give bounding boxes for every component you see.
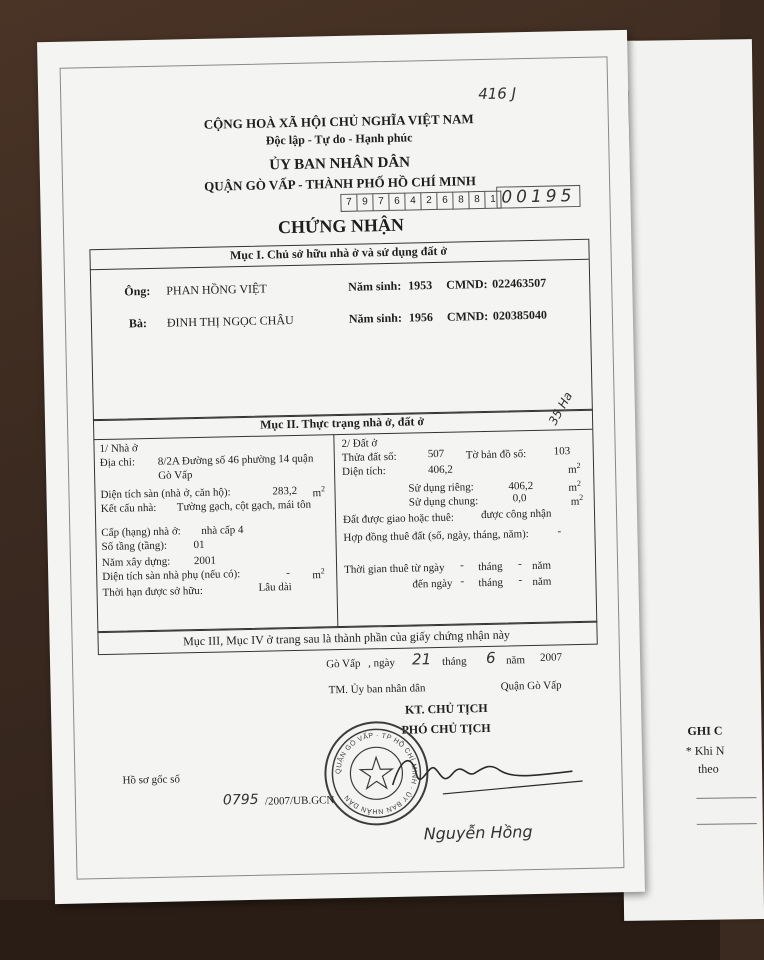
owner1-name: PHAN HỒNG VIỆT bbox=[166, 281, 267, 298]
private-use-unit bbox=[568, 479, 581, 494]
term-value: Lâu dài bbox=[258, 581, 292, 594]
adjacent-page-heading: GHI C bbox=[687, 723, 723, 739]
national-motto: Độc lập - Tự do - Hạnh phúc bbox=[265, 130, 413, 148]
authority-district: QUẬN GÒ VẤP - THÀNH PHỐ HỒ CHÍ MINH bbox=[204, 173, 477, 194]
owner2-birth-year: 1956 bbox=[408, 310, 434, 325]
month-label: tháng bbox=[441, 655, 467, 668]
adjacent-page-note: * Khi N bbox=[685, 743, 725, 759]
handwritten-reference: 416 J bbox=[478, 84, 517, 104]
lease-to-month: - bbox=[518, 574, 523, 587]
kt-title: KT. CHỦ TỊCH bbox=[404, 700, 488, 717]
floor-area-value: 283,2 bbox=[272, 484, 298, 498]
house-heading: 1/ Nhà ở bbox=[99, 442, 138, 456]
lease-from-year-label: năm bbox=[531, 559, 552, 573]
lease-from-label: Thời gian thuê từ ngày bbox=[344, 561, 445, 576]
owner2-id-label: CMND: bbox=[446, 308, 489, 324]
unit-m: m bbox=[568, 481, 578, 494]
ruled-line bbox=[696, 797, 756, 799]
aux-area-value: - bbox=[286, 567, 291, 580]
year-label: năm bbox=[505, 654, 526, 667]
address-label: Địa chỉ: bbox=[99, 456, 136, 470]
section2-title: Mục II. Thực trạng nhà ở, đất ở bbox=[259, 414, 425, 432]
certificate-page bbox=[37, 30, 645, 904]
serial-digit: 9 bbox=[357, 193, 373, 211]
year-built-label: Năm xây dựng: bbox=[101, 555, 171, 570]
shared-use-unit bbox=[571, 493, 584, 508]
floor-area-unit bbox=[312, 484, 325, 499]
map-sheet-label: Tờ bản đồ số: bbox=[465, 448, 527, 462]
unit-superscript: 2 bbox=[320, 566, 325, 576]
allocation-value: được công nhận bbox=[480, 507, 552, 522]
address-value-line2: Gò Vấp bbox=[158, 469, 193, 482]
owner2-id-number: 020385040 bbox=[492, 307, 548, 323]
unit-superscript: 2 bbox=[320, 484, 326, 494]
lease-to-year-label: năm bbox=[532, 575, 552, 589]
floors-value: 01 bbox=[193, 538, 205, 552]
unit-superscript: 2 bbox=[576, 478, 582, 489]
unit-m: m bbox=[570, 495, 580, 508]
lease-from-month-label: tháng bbox=[478, 560, 503, 574]
unit-superscript: 2 bbox=[579, 492, 584, 503]
owner1-birth-year: 1953 bbox=[408, 278, 433, 293]
private-use-value: 406,2 bbox=[508, 479, 534, 493]
section1-box bbox=[89, 239, 592, 421]
owner2-prefix: Bà: bbox=[128, 316, 148, 331]
adjacent-page-text: theo bbox=[697, 761, 719, 776]
shared-use-value: 0,0 bbox=[512, 492, 527, 505]
year-value: 2007 bbox=[539, 651, 563, 664]
section2-margin-note: 35 Ha bbox=[545, 389, 576, 428]
original-file-number: 0795 bbox=[222, 791, 259, 809]
serial-digit: 1 bbox=[485, 191, 501, 209]
serial-digit: 7 bbox=[340, 194, 357, 212]
lease-from-month: - bbox=[517, 558, 522, 571]
land-area-unit bbox=[568, 461, 581, 476]
lease-to-label: đến ngày bbox=[412, 577, 453, 591]
lease-contract-label: Hợp đồng thuê đất (số, ngày, tháng, năm): bbox=[343, 528, 529, 544]
seal-text: QUẬN GÒ VẤP · TP HỒ CHÍ MINH · ỦY BAN NHÂN DÂN bbox=[335, 732, 418, 815]
original-file-label: Hồ sơ gốc số bbox=[122, 773, 181, 787]
on-behalf: TM. Ủy ban nhân dân bbox=[328, 682, 426, 697]
day-label: , ngày bbox=[367, 656, 396, 670]
serial-digit: 6 bbox=[437, 192, 453, 210]
allocation-label: Đất được giao hoặc thuê: bbox=[342, 511, 454, 526]
owner1-id-number: 022463507 bbox=[492, 275, 547, 291]
serial-digit: 2 bbox=[421, 192, 437, 210]
term-label: Thời hạn được sở hữu: bbox=[102, 584, 203, 600]
address-value: 8/2A Đường số 46 phường 14 quận bbox=[157, 452, 314, 468]
parcel-label: Thửa đất số: bbox=[341, 450, 397, 464]
month-value: 6 bbox=[485, 648, 496, 668]
signer-name: Nguyễn Hồng bbox=[423, 822, 533, 844]
owner2-name: ĐINH THỊ NGỌC CHÂU bbox=[166, 312, 294, 330]
floor-area-label: Diện tích sàn (nhà ở, căn hộ): bbox=[100, 486, 231, 502]
day-value: 21 bbox=[411, 650, 432, 669]
unit-m: m bbox=[312, 487, 322, 500]
continuation-note: Mục III, Mục IV ở trang sau là thành phần của giấy chứng nhận này bbox=[183, 627, 511, 649]
land-area-label: Diện tích: bbox=[341, 465, 386, 478]
lease-from-day: - bbox=[459, 559, 464, 572]
unit-m: m bbox=[312, 569, 321, 582]
unit-m: m bbox=[567, 463, 577, 476]
floors-label: Số tầng (tầng): bbox=[101, 539, 168, 554]
serial-digit: 4 bbox=[405, 192, 421, 210]
vice-chair-title: PHÓ CHỦ TỊCH bbox=[401, 720, 491, 737]
serial-digit: 7 bbox=[373, 193, 389, 211]
owner1-id-label: CMND: bbox=[446, 276, 488, 292]
document-title: CHỨNG NHẬN bbox=[277, 214, 405, 238]
desk-edge bbox=[0, 900, 720, 960]
country-name: CỘNG HOÀ XÃ HỘI CHỦ NGHĨA VIỆT NAM bbox=[203, 111, 474, 132]
original-file-suffix: /2007/UB.GCN bbox=[264, 794, 335, 808]
land-area-value: 406,2 bbox=[427, 463, 453, 477]
district-name: Quận Gò Vấp bbox=[500, 679, 562, 693]
private-use-label: Sử dụng riêng: bbox=[408, 481, 474, 495]
structure-value: Tường gạch, cột gạch, mái tôn bbox=[176, 498, 312, 514]
year-built-value: 2001 bbox=[193, 554, 217, 568]
serial-handwritten: 00195 bbox=[496, 185, 581, 209]
grade-label: Cấp (hạng) nhà ở: bbox=[101, 525, 181, 540]
owner1-prefix: Ông: bbox=[124, 283, 151, 299]
serial-digit: 6 bbox=[389, 193, 405, 211]
section1-title: Mục I. Chủ sở hữu nhà ở và sử dụng đất ở bbox=[229, 243, 448, 263]
map-sheet-value: 103 bbox=[553, 445, 571, 458]
signature-scribble bbox=[382, 731, 593, 805]
lease-contract-value: - bbox=[557, 525, 562, 538]
land-heading: 2/ Đất ở bbox=[341, 437, 378, 450]
authority-name: ỦY BAN NHÂN DÂN bbox=[269, 154, 411, 174]
structure-label: Kết cấu nhà: bbox=[100, 501, 157, 516]
lease-to-month-label: tháng bbox=[478, 576, 504, 590]
serial-digit: 8 bbox=[469, 191, 485, 209]
parcel-value: 507 bbox=[427, 447, 445, 461]
place: Gò Vấp bbox=[326, 657, 361, 671]
shared-use-label: Sử dụng chung: bbox=[408, 495, 479, 509]
serial-digit: 8 bbox=[453, 191, 469, 209]
unit-superscript: 2 bbox=[576, 460, 581, 471]
serial-number-cells bbox=[340, 191, 501, 212]
owner2-birth-label: Năm sinh: bbox=[348, 310, 403, 326]
aux-area-label: Diện tích sàn nhà phụ (nếu có): bbox=[102, 568, 241, 584]
lease-to-day: - bbox=[460, 575, 465, 588]
grade-value: nhà cấp 4 bbox=[201, 524, 244, 537]
owner1-birth-label: Năm sinh: bbox=[348, 278, 402, 294]
aux-area-unit bbox=[312, 566, 325, 581]
ruled-line bbox=[697, 823, 757, 825]
